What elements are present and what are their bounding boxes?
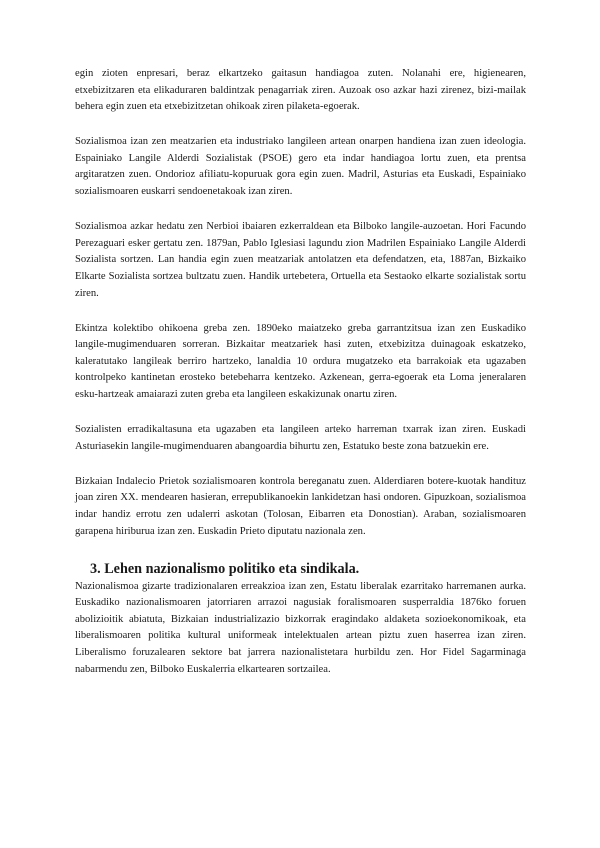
paragraph: Sozialismoa azkar hedatu zen Nerbioi ibaiaren ezkerraldean eta Bilboko langile-auzoetan. Hori Facundo Perezaguari esker gertatu zen. 1879an, Pablo Iglesiasi lagundu zion Madrilen Espainiako Langile Alderdi Sozialista sortzen. Lan handia egin zuen meatzariak antolatzen eta defendatzen, eta, 1887an, Bizkaiko Elkarte Sozialista sortzea bultzatu zuen. Handik urtebetera, Ortuella eta Sestaoko elkarte sozialistak sortu ziren. <box>75 221 526 299</box>
page-content <box>75 66 526 697</box>
paragraph: Nazionalismoa gizarte tradizionalaren erreakzioa izan zen, Estatu liberalak ezarritako harremanen aurka. Euskadiko nazionalismoaren jatorriaren arrazoi nagusiak foralismoaren susperraldia 1876ko foruen abolizioitik abiatuta, Bizkaian industrializazio bizkorrak eragindako aldaketa sozioekonomikoak, eta liberalismoaren politika kultural uniformeak intelektualen artean piztu zuen haserrea izan ziren. Liberalismo foruzalearen sektore bat jarrera nazionalistetara hurbildu zen. Hor Fidel Sagarminaga nabarmendu zen, Bilboko Euskalerria elkartearen sortzailea. <box>75 580 526 675</box>
paragraph: Sozialisten erradikaltasuna eta ugazaben eta langileen arteko harreman txarrak izan ziren. Euskadi Asturiasekin langile-mugimenduaren abangoardia bihurtu zen, Estatuko beste zona batzuekin ere. <box>75 424 526 452</box>
section-heading: 3. Lehen nazionalismo politiko eta sindikala. <box>90 560 360 577</box>
paragraph: Bizkaian Indalecio Prietok sozialismoaren kontrola bereganatu zuen. Alderdiaren botere-kuotak handituz joan ziren XX. mendearen hasieran, errepublikanoekin lankidetzan hasi ondoren. Gipuzkoan, sozialismoa indar handiz errotu zen udalerri askotan (Tolosan, Eibarren eta Donostian). Araban, sozialismoaren garapena hiriburua izan zen. Euskadin Prieto diputatu nazionala zen. <box>75 475 526 537</box>
paragraph: egin zioten enpresari, beraz elkartzeko gaitasun handiagoa zuten. Nolanahi ere, higienearen, etxebizitzaren eta elikaduraren baldintzak penagarriak ziren. Auzoak oso azkar hazi zirenez, bizi-mailak behera egin zuen eta etxebizitzetan ohikoak ziren pilaketa-egoerak. <box>75 68 526 113</box>
paragraph: Sozialismoa izan zen meatzarien eta industriako langileen artean onarpen handiena izan zuen ideologia. Espainiako Langile Alderdi Sozialistak (PSOE) gero eta indar handiagoa lortu zuen, eta prentsa argitaratzen zuen. Ondorioz afiliatu-kopuruak gora egin zuen. Madril, Asturias eta Euskadi, Espainiako sozialismoaren euskarri sendoenetakoak izan ziren. <box>75 136 526 198</box>
paragraph: Ekintza kolektibo ohikoena greba zen. 1890eko maiatzeko greba garrantzitsua izan zen Euskadiko langile-mugimenduaren sorreran. Bizkaitar meatzariek hasi zuten, etxebizitza duinagoak eskatzeko, kaleratutako langileak berriro hartzeko, lanaldia 10 ordura mugatzeko eta barrakoiak eta ugazaben kontrolpeko kantinetan erosteko betebeharra kentzeko. Azkenean, gerra-egoerak eta Loma jeneralaren esku-hartzeak amaiarazi zuten greba eta langileen eskakizunak onartu ziren. <box>75 322 526 400</box>
